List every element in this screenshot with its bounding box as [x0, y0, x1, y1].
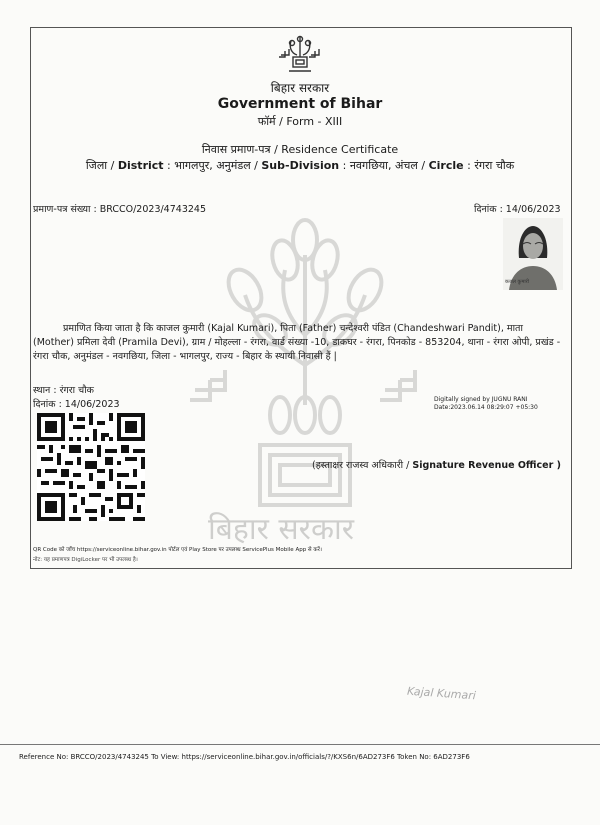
gov-english-title: Government of Bihar [217, 96, 383, 112]
jurisdiction-line: जिला / District : भागलपुर, अनुमंडल / Sub-Division : नवगछिया, अंचल / Circle : रंगरा चौक [85, 159, 515, 172]
certificate-date-label: दिनांक [474, 204, 497, 215]
certificate-title: निवास प्रमाण-पत्र / Residence Certificate [201, 143, 399, 156]
digital-signature-name: Digitally signed by JUGNU RANI [434, 396, 528, 403]
footer-reference: Reference No: BRCCO/2023/4743245 To View: https://serviceonline.bihar.gov.in/officials/?/KXS6n/6AD273F6 Token No: 6AD273F6 [19, 753, 470, 761]
handwritten-name: Kajal Kumari [406, 684, 477, 703]
place-line: स्थान : रंगरा चौक [33, 385, 94, 396]
district-label-en: District [117, 159, 164, 172]
watermark-text: बिहार सरकार [208, 512, 355, 547]
certificate-date: दिनांक : 14/06/2023 [474, 204, 561, 215]
bihar-seal-watermark [185, 215, 425, 535]
subdivision-value: नवगछिया [349, 159, 389, 172]
officer-hindi: (हस्ताक्षर राजस्व अधिकारी / [312, 460, 410, 471]
form-number: फॉर्म / Form - XIII [257, 115, 343, 128]
subdivision-label-en: Sub-Division [261, 159, 340, 172]
gov-hindi-title: बिहार सरकार [270, 81, 330, 95]
place-value: रंगरा चौक [59, 385, 94, 396]
digilocker-note: नोट: यह प्रमाणपत्र DigiLocker पर भी उपलब्ध है। [33, 557, 138, 563]
qr-code[interactable] [37, 413, 145, 521]
qr-verification-note: QR Code को जाँच https://serviceonline.bihar.gov.in पोर्टल एवं Play Store पर उपलब्ध ServicePlus Mobile App से करें। [33, 547, 322, 553]
circle-label-hi: अंचल [395, 159, 418, 172]
certificate-number-value: BRCCO/2023/4743245 [99, 204, 206, 215]
circle-label-en: Circle [428, 159, 464, 172]
issue-date-value: 14/06/2023 [64, 399, 120, 410]
issue-date-line: दिनांक : 14/06/2023 [33, 399, 120, 410]
certificate-body: प्रमाणित किया जाता है कि काजल कुमारी (Kajal Kumari), पिता (Father) चन्देश्वरी पंडित (Chandeshwari Pandit), माता (Mother) प्रमिला देवी (Pramila Devi), ग्राम / मोहल्ला - रंगरा, वार्ड संख्या -10, डाकघर - रंगरा, पिनकोड - 853204, थाना - रंगरा ओपी, प्रखंड - रंगरा चौक, अनुमंडल - नवगछिया, जिला - भागलपुर, राज्य - बिहार के स्थायी निवासी हैं | [33, 323, 561, 362]
certificate-number: प्रमाण-पत्र संख्या : BRCCO/2023/4743245 [33, 204, 206, 215]
officer-english: Signature Revenue Officer ) [412, 460, 561, 471]
footer-divider [0, 744, 600, 745]
place-label: स्थान [33, 385, 51, 396]
digital-signature-date: Date:2023.06.14 08:29:07 +05:30 [434, 404, 538, 411]
district-label-hi: जिला [85, 159, 108, 172]
issue-date-label: दिनांक [33, 399, 56, 410]
certificate-date-value: 14/06/2023 [505, 204, 561, 215]
circle-value: रंगरा चौक [474, 159, 515, 172]
certificate-number-label: प्रमाण-पत्र संख्या [33, 204, 91, 215]
photo-caption: कजल कुमारी [505, 279, 529, 285]
district-value: भागलपुर [174, 159, 210, 172]
ashoka-emblem-icon [275, 33, 325, 77]
subdivision-label-hi: अनुमंडल [216, 159, 251, 172]
revenue-officer-signature [312, 458, 561, 471]
